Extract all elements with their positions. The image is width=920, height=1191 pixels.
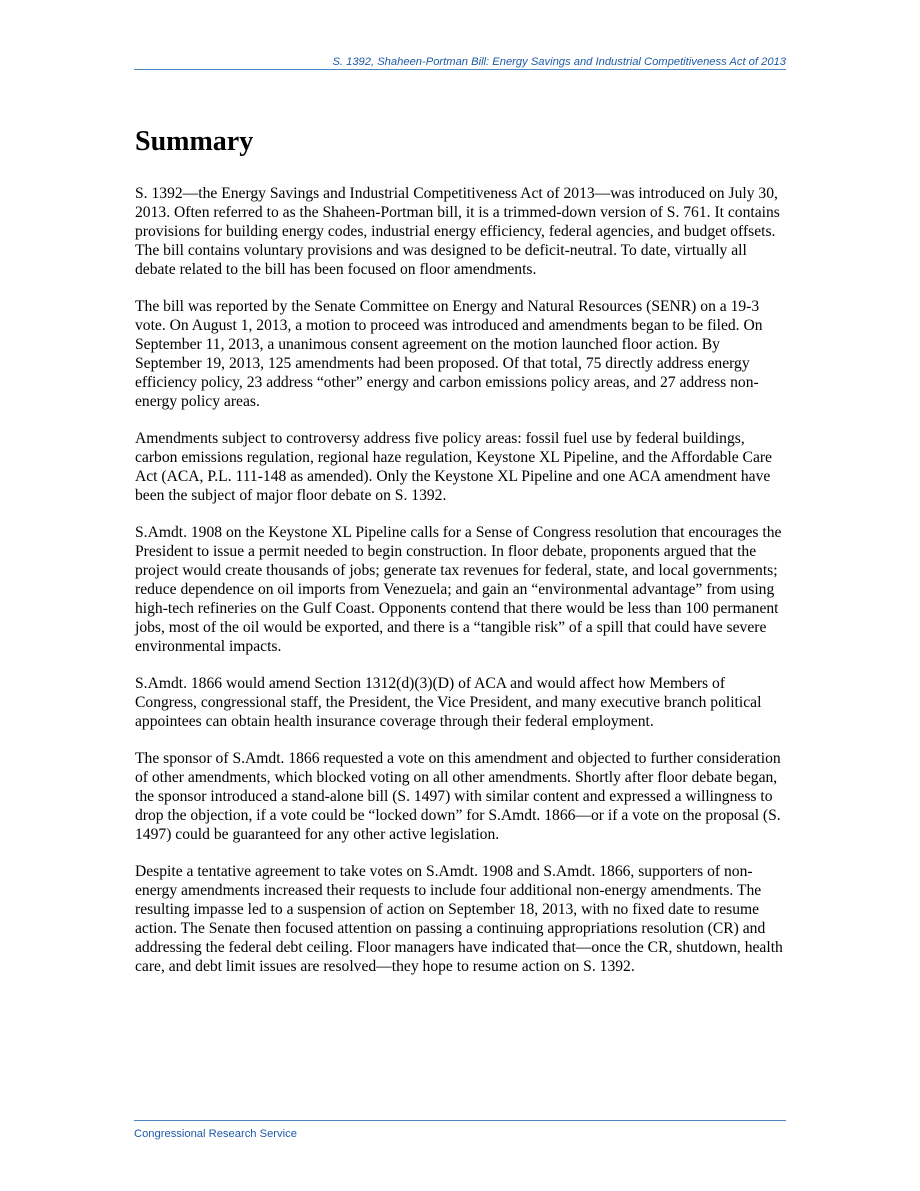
paragraph-3: Amendments subject to controversy address five policy areas: fossil fuel use by federal buildings, carbon emissions regulation, regional haze regulation, Keystone XL Pipeline, and the Affordable Care Act (ACA, P.L. 111-148 as amended). Only the Keystone XL Pipeline and one ACA amendment have been the subject of major floor debate on S. 1392.	[135, 430, 772, 504]
main-content	[135, 122, 786, 994]
paragraph-6: The sponsor of S.Amdt. 1866 requested a vote on this amendment and objected to further consideration of other amendments, which blocked voting on all other amendments. Shortly after floor debate began, the sponsor introduced a stand-alone bill (S. 1497) with similar content and expressed a willingness to drop the objection, if a vote could be “locked down” for S.Amdt. 1866—or if a vote on the proposal (S. 1497) could be guaranteed for any other active legislation.	[135, 750, 781, 843]
paragraph-5: S.Amdt. 1866 would amend Section 1312(d)(3)(D) of ACA and would affect how Members of Congress, congressional staff, the President, the Vice President, and many executive branch political appointees can obtain health insurance coverage through their federal employment.	[135, 675, 762, 730]
running-header-title: S. 1392, Shaheen-Portman Bill: Energy Savings and Industrial Competitiveness Act of 2013	[332, 56, 786, 68]
paragraph-7: Despite a tentative agreement to take votes on S.Amdt. 1908 and S.Amdt. 1866, supporters of non-energy amendments increased their requests to include four additional non-energy amendments. The resulting impasse led to a suspension of action on September 18, 2013, with no fixed date to resume action. The Senate then focused attention on passing a continuing appropriations resolution (CR) and addressing the federal debt ceiling. Floor managers have indicated that—once the CR, shutdown, health care, and debt limit issues are resolved—they hope to resume action on S. 1392.	[135, 863, 783, 975]
paragraph-1: S. 1392—the Energy Savings and Industrial Competitiveness Act of 2013—was introduced on July 30, 2013. Often referred to as the Shaheen-Portman bill, it is a trimmed-down version of S. 761. It contains provisions for building energy codes, industrial energy efficiency, federal agencies, and budget offsets. The bill contains voluntary provisions and was designed to be deficit-neutral. To date, virtually all debate related to the bill has been focused on floor amendments.	[135, 185, 780, 278]
section-body	[135, 184, 786, 976]
section-title: Summary	[135, 126, 254, 157]
footer-publisher: Congressional Research Service	[134, 1128, 297, 1140]
running-header	[134, 52, 786, 70]
page-footer	[134, 1120, 786, 1142]
paragraph-4: S.Amdt. 1908 on the Keystone XL Pipeline calls for a Sense of Congress resolution that encourages the President to issue a permit needed to begin construction. In floor debate, proponents argued that the project would create thousands of jobs; generate tax revenues for federal, state, and local governments; reduce dependence on oil imports from Venezuela; and gain an “environmental advantage” from using high-tech refineries on the Gulf Coast. Opponents contend that there would be less than 100 permanent jobs, most of the oil would be exported, and there is a “tangible risk” of a spill that could have severe environmental impacts.	[135, 524, 782, 655]
paragraph-2: The bill was reported by the Senate Committee on Energy and Natural Resources (SENR) on a 19-3 vote. On August 1, 2013, a motion to proceed was introduced and amendments began to be filed. On September 11, 2013, a unanimous consent agreement on the motion launched floor action. By September 19, 2013, 125 amendments had been proposed. Of that total, 75 directly address energy efficiency policy, 23 address “other” energy and carbon emissions policy areas, and 27 address non-energy policy areas.	[135, 298, 763, 410]
